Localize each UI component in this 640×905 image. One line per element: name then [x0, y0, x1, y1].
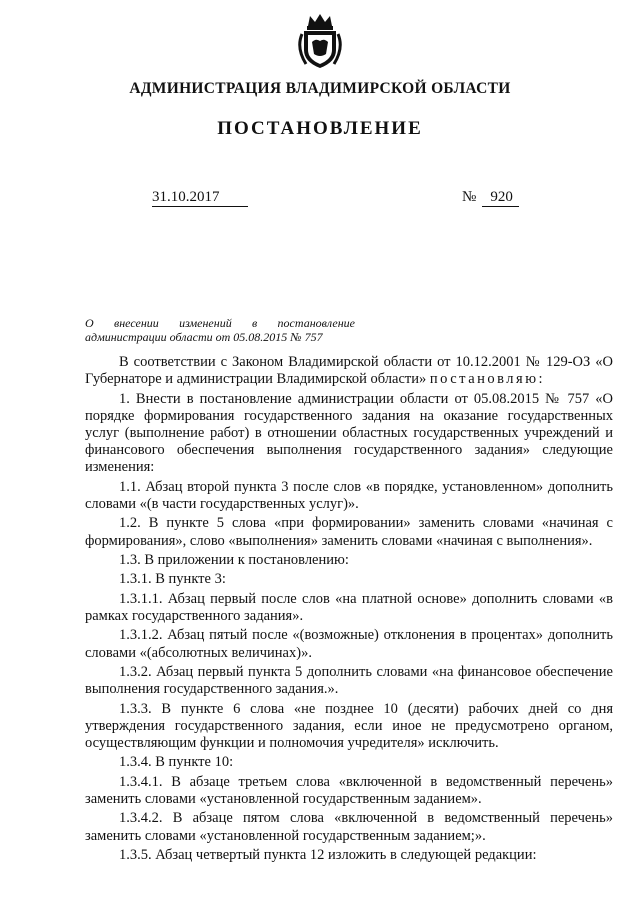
- number-sign: №: [462, 189, 477, 205]
- body-paragraph: 1.3.1. В пункте 3:: [119, 571, 226, 588]
- intro-paragraph: [85, 354, 613, 388]
- organization-title: АДМИНИСТРАЦИЯ ВЛАДИМИРСКОЙ ОБЛАСТИ: [129, 80, 511, 97]
- subject-line-1: О внесении изменений в постановление: [85, 316, 355, 330]
- body-paragraph: 1.2. В пункте 5 слова «при формировании» заменить словами «начиная с формирования», слово «выполнения» заменить словами «начиная с выполнения».: [85, 515, 613, 549]
- body-paragraph: 1.3.3. В пункте 6 слова «не позднее 10 (десяти) рабочих дней со дня утверждения государственного задания, если иное не предусмотрено органом, осуществляющим функции и полномочия учредителя» исключить.: [85, 700, 613, 751]
- coat-of-arms-emblem: [296, 12, 344, 70]
- body-paragraph: 1.3.2. Абзац первый пункта 5 дополнить словами «на финансовое обеспечение выполнения государственного задания.».: [85, 663, 613, 698]
- body-paragraph: 1.3. В приложении к постановлению:: [119, 551, 349, 568]
- document-body: [85, 354, 613, 866]
- subject-heading: [85, 316, 355, 344]
- body-paragraph: 1.3.5. Абзац четвертый пункта 12 изложить в следующей редакции:: [119, 846, 537, 863]
- number-value: 920: [482, 188, 519, 207]
- document-date: 31.10.2017: [152, 188, 248, 207]
- body-paragraph: 1.1. Абзац второй пункта 3 после слов «в порядке, установленном» дополнить словами «(в части государственных услуг)».: [85, 478, 613, 512]
- body-paragraph: 1.3.4. В пункте 10:: [119, 754, 234, 771]
- subject-line-2: администрации области от 05.08.2015 № 757: [85, 330, 323, 344]
- intro-text: В соответствии с Законом Владимирской области от 10.12.2001 № 129-ОЗ «О Губернаторе и администрации Владимирской области»: [85, 354, 613, 388]
- body-paragraph: 1.3.1.1. Абзац первый после слов «на платной основе» дополнить словами «в рамках государственного задания».: [85, 590, 613, 624]
- decree-word: постановляю:: [429, 371, 546, 388]
- body-paragraph: 1. Внести в постановление администрации области от 05.08.2015 № 757 «О порядке формирования государственного задания на оказание государственных услуг (выполнение работ) в отношении областных государственных учреждений и финансового обеспечения выполнения государственного задания» следующие изменения:: [85, 390, 613, 476]
- body-paragraph: 1.3.4.2. В абзаце пятом слова «включенной в ведомственный перечень» заменить словами «установленной государственным заданием;».: [85, 810, 613, 844]
- document-number: [462, 188, 519, 207]
- document-type-title: ПОСТАНОВЛЕНИЕ: [217, 118, 423, 139]
- body-paragraph: 1.3.1.2. Абзац пятый после «(возможные) отклонения в процентах» дополнить словами «(абсолютных величинах)».: [85, 627, 613, 661]
- body-paragraph: 1.3.4.1. В абзаце третьем слова «включенной в ведомственный перечень» заменить словами «установленной государственным заданием».: [85, 773, 613, 807]
